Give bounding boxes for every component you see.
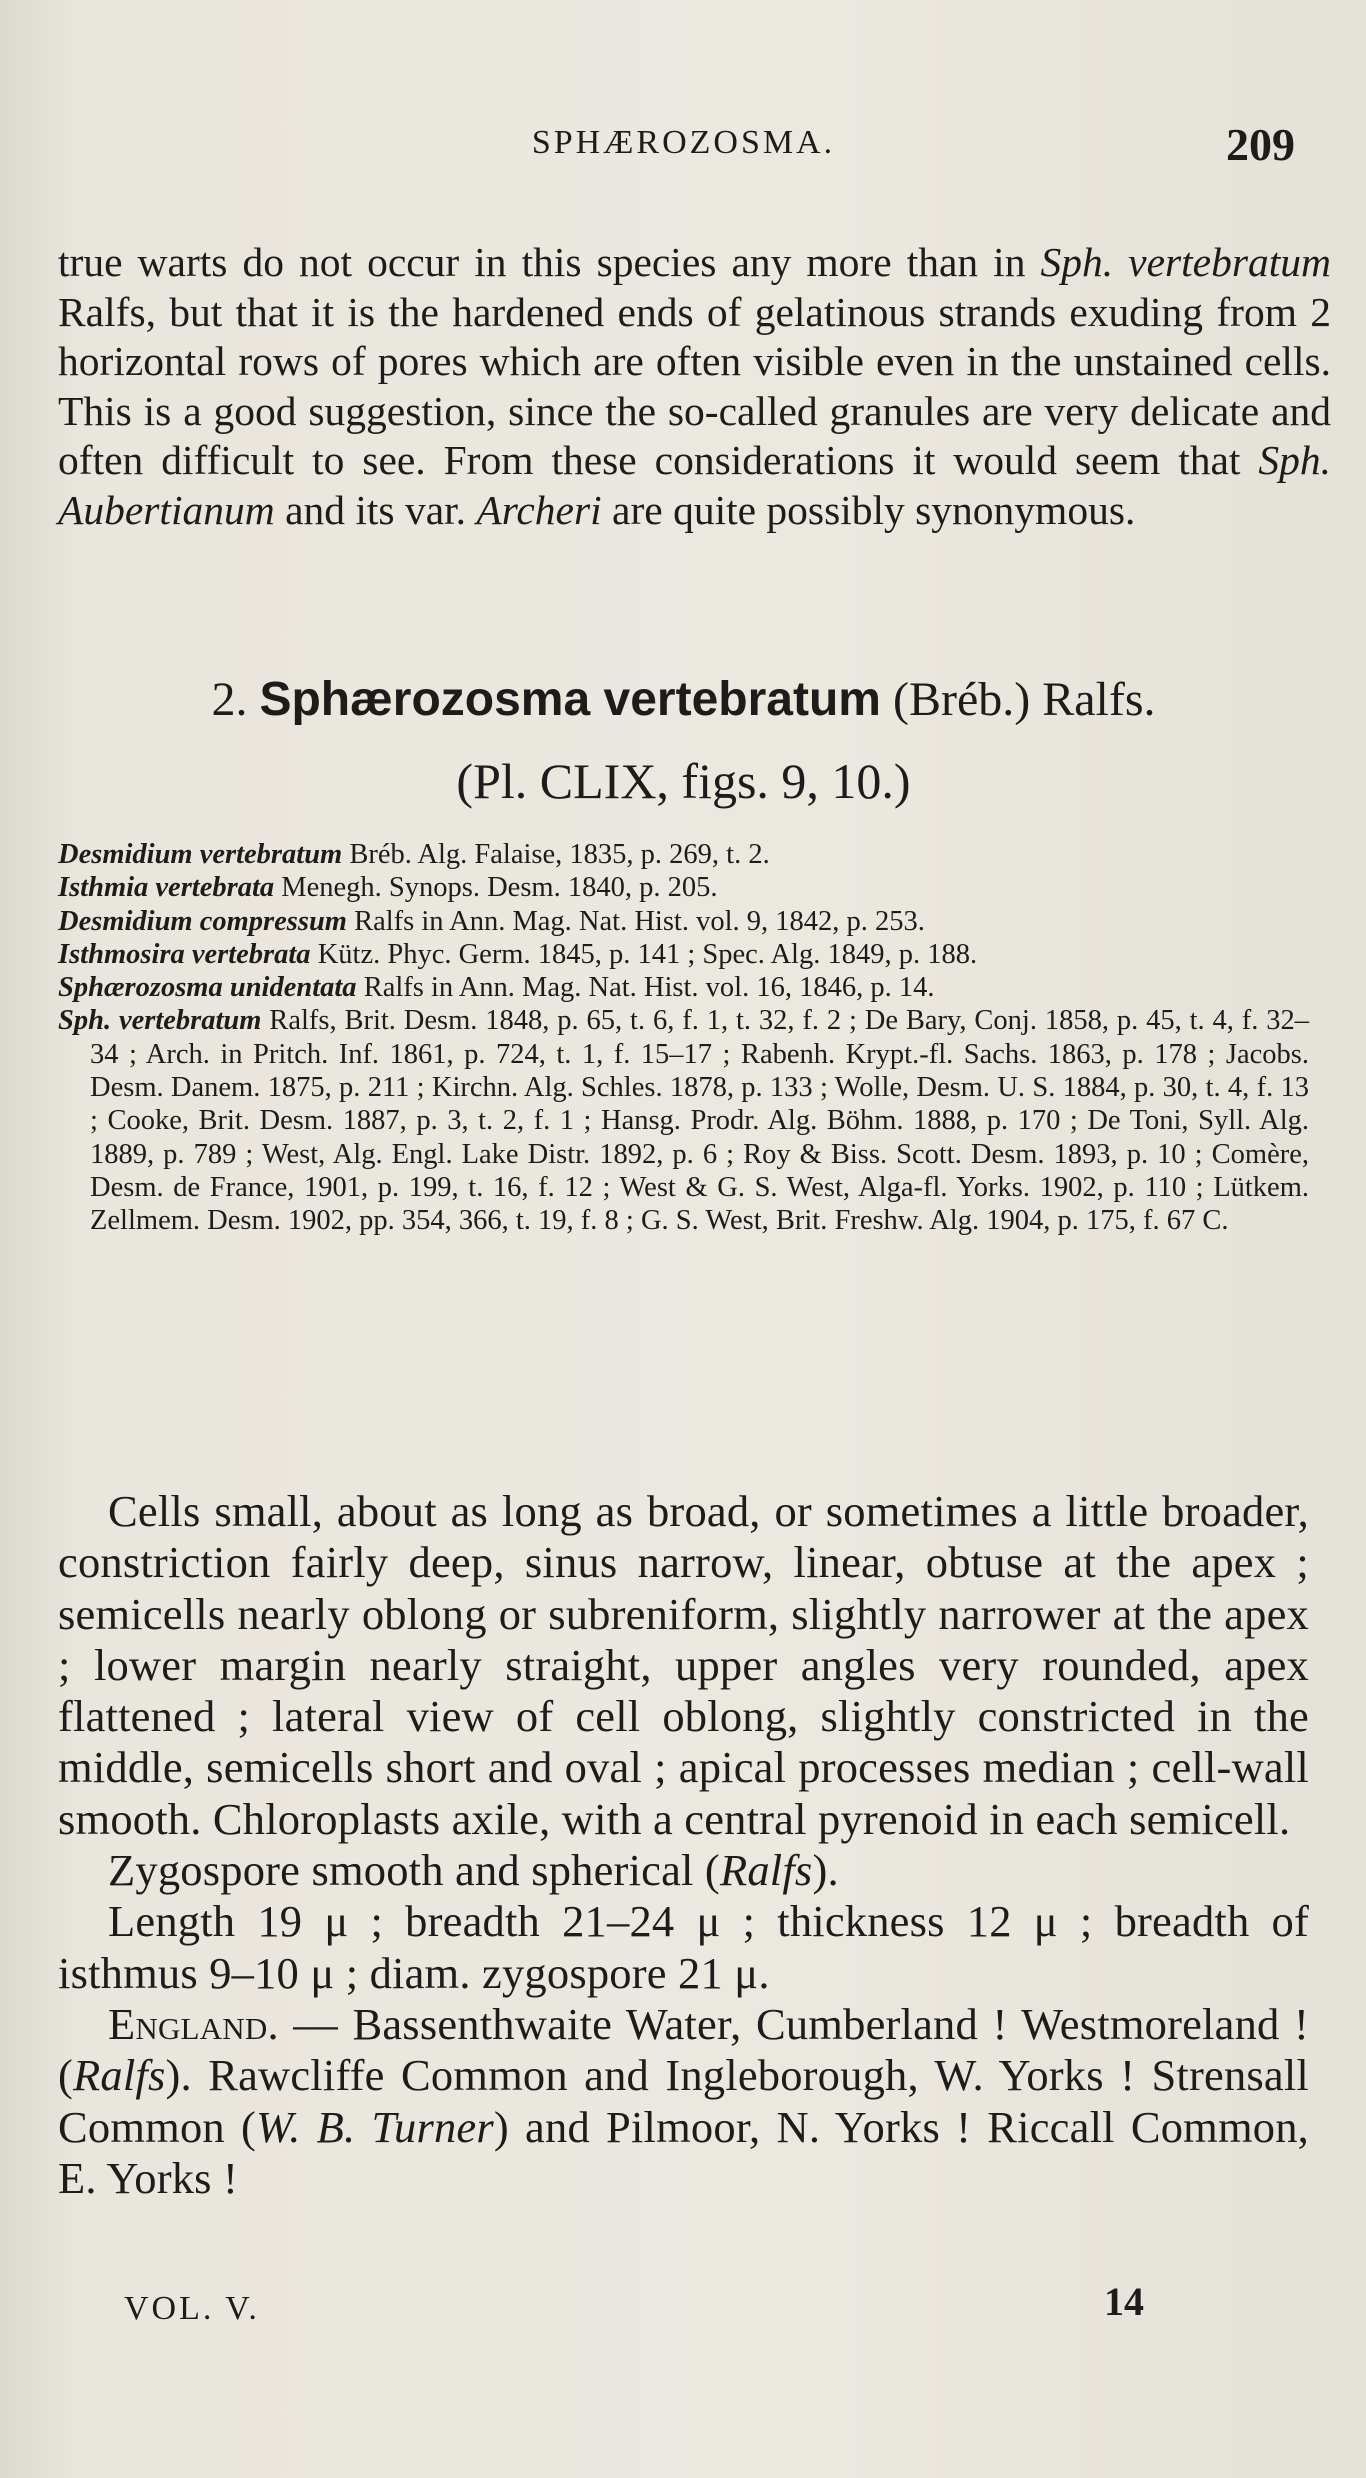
synonymy-list [58, 838, 1309, 1238]
distribution-authority: W. B. Turner [256, 2101, 494, 2152]
intro-text: are quite possibly synonymous. [601, 486, 1136, 533]
species-authority: (Bréb.) Ralfs. [892, 673, 1156, 726]
synonym-entry [58, 871, 1309, 904]
synonym-entry [58, 905, 1309, 938]
distribution-text: — Bassenthwaite Water, Cumberland ! Westmoreland ! ( [58, 1998, 1309, 2101]
running-title: SPHÆROZOSMA. [531, 124, 836, 161]
signature-mark: 14 [1104, 2279, 1144, 2324]
synonym-entry [58, 1004, 1309, 1237]
running-head [58, 118, 1309, 178]
synonym-citation: Ralfs, Brit. Desm. 1848, p. 65, t. 6, f. 1, t. 32, f. 2 ; De Bary, Conj. 1858, p. 45, t. 4, f. 32–34 ; Arch. in Pritch. Inf. 1861, p. 724, t. 1, f. 15–17 ; Rabenh. Krypt.-fl. Sachs. 1863, p. 178 ; Jacobs. Desm. Danem. 1875, p. 211 ; Kirchn. Alg. Schles. 1878, p. 133 ; Wolle, Desm. U. S. 1884, p. 30, t. 4, f. 13 ; Cooke, Brit. Desm. 1887, p. 3, t. 2, f. 1 ; Hansg. Prodr. Alg. Böhm. 1888, p. 170 ; De Toni, Syll. Alg. 1889, p. 789 ; West, Alg. Engl. Lake Distr. 1892, p. 6 ; Roy & Biss. Scott. Desm. 1893, p. 10 ; Comère, Desm. de France, 1901, p. 199, t. 16, f. 12 ; West & G. S. West, Alga-fl. Yorks. 1902, p. 110 ; Lütkem. Zellmem. Desm. 1902, pp. 354, 366, t. 19, f. 8 ; G. S. West, Brit. Freshw. Alg. 1904, p. 175, f. 67 C. [90, 1005, 1309, 1237]
intro-text: true warts do not occur in this species any more than in [58, 239, 1041, 285]
distribution-paragraph [58, 1999, 1309, 2204]
intro-taxon: Sph. Aubertianum [58, 437, 1331, 533]
synonym-name: Sphærozosma unidentata [58, 972, 357, 1004]
zygospore-close: ). [812, 1845, 839, 1896]
species-description [58, 1486, 1309, 2204]
zygospore-paragraph [58, 1845, 1309, 1896]
intro-text: and its var. [274, 486, 477, 533]
synonym-citation: Kütz. Phyc. Germ. 1845, p. 141 ; Spec. Alg. 1849, p. 188. [310, 938, 978, 970]
intro-text: Ralfs, but that it is the hardened ends of gelatinous strands exuding from 2 horizontal rows of pores which are often visible even in the unstained cells. This is a good suggestion, since the so-called granules are very delicate and often difficult to see. From these considerations it would seem that [58, 288, 1331, 483]
synonym-name: Sph. vertebratum [58, 1005, 262, 1037]
distribution-text: ). Rawcliffe Common and Ingleborough, W. Yorks ! Strensall Common ( [58, 2050, 1309, 2152]
synonym-entry [58, 971, 1309, 1004]
measurements-paragraph: Length 19 μ ; breadth 21–24 μ ; thickness 12 μ ; breadth of isthmus 9–10 μ ; diam. zygospore 21 μ. [58, 1896, 1309, 1998]
distribution-authority: Ralfs [73, 2050, 166, 2101]
plate-reference: (Pl. CLIX, figs. 9, 10.) [456, 753, 911, 809]
synonym-citation: Menegh. Synops. Desm. 1840, p. 205. [274, 872, 718, 904]
description-paragraph: Cells small, about as long as broad, or sometimes a little broader, constriction fairly deep, sinus narrow, linear, obtuse at the apex ; semicells nearly oblong or subreniform, slightly narrower at the apex ; lower margin nearly straight, upper angles very rounded, apex flattened ; lateral view of cell oblong, slightly constricted in the middle, semicells short and oval ; apical processes median ; cell-wall smooth. Chloroplasts axile, with a central pyrenoid in each semicell. [58, 1486, 1309, 1844]
synonym-citation: Bréb. Alg. Falaise, 1835, p. 269, t. 2. [342, 839, 770, 870]
synonym-name: Desmidium vertebratum [58, 839, 343, 870]
species-heading [58, 672, 1309, 727]
synonym-citation: Ralfs in Ann. Mag. Nat. Hist. vol. 16, 1846, p. 14. [356, 972, 935, 1004]
distribution-region: England. [108, 1998, 279, 2049]
distribution-text: ) and Pilmoor, N. Yorks ! Riccall Common, E. Yorks ! [58, 2101, 1310, 2203]
species-number: 2. [211, 673, 248, 726]
species-name: Sphærozosma vertebratum [259, 673, 881, 726]
synonym-name: Desmidium compressum [58, 905, 347, 937]
intro-taxon: Sph. vertebratum [1040, 239, 1331, 285]
zygospore-authority: Ralfs [719, 1845, 813, 1896]
intro-taxon: Archeri [476, 486, 602, 533]
synonym-entry [58, 838, 1309, 871]
synonym-name: Isthmia vertebrata [58, 872, 275, 904]
synonym-entry [58, 938, 1309, 971]
volume-label: VOL. V. [124, 2290, 260, 2327]
intro-paragraph [58, 238, 1331, 535]
synonym-name: Isthmosira vertebrata [58, 938, 311, 970]
zygospore-text: Zygospore smooth and spherical ( [108, 1845, 720, 1896]
synonym-citation: Ralfs in Ann. Mag. Nat. Hist. vol. 9, 1842, p. 253. [346, 905, 925, 937]
page-number: 209 [1226, 119, 1295, 170]
